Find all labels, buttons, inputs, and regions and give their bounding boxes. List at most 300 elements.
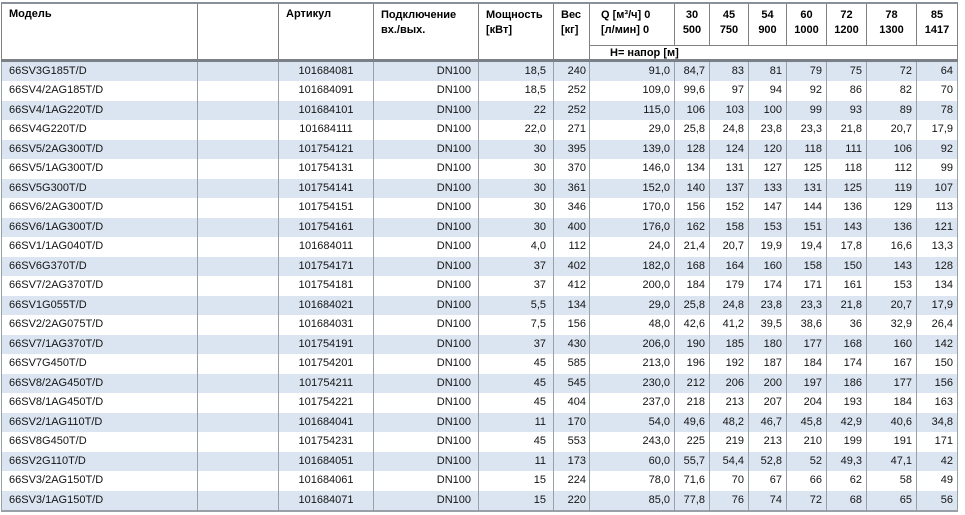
power-cell: 30 (479, 218, 554, 238)
head-value-cell: 207 (749, 393, 787, 413)
head-value-cell: 197 (787, 374, 827, 394)
head-value-cell: 112 (867, 159, 917, 179)
spacer-cell (198, 60, 279, 81)
head-value-cell: 171 (787, 276, 827, 296)
article-cell: 101684101 (279, 101, 374, 121)
flow-col-header-4: 60 1000 (787, 3, 827, 45)
table-row (2, 276, 958, 296)
head-value-cell: 180 (749, 335, 787, 355)
head-value-cell: 199 (827, 432, 867, 452)
spacer-cell (198, 218, 279, 238)
head-value-cell: 74 (749, 491, 787, 512)
spacer-cell (198, 159, 279, 179)
table-row (2, 354, 958, 374)
spacer-cell (198, 491, 279, 512)
power-cell: 30 (479, 140, 554, 160)
head-value-cell: 62 (827, 471, 867, 491)
head-value-cell: 82 (867, 81, 917, 101)
head-value-cell: 79 (787, 60, 827, 81)
head-value-cell: 25,8 (675, 296, 710, 316)
q0-cell: 139,0 (590, 140, 675, 160)
head-value-cell: 49 (917, 471, 958, 491)
weight-cell: 400 (554, 218, 590, 238)
head-value-cell: 20,7 (867, 296, 917, 316)
head-value-cell: 163 (917, 393, 958, 413)
q0-cell: 85,0 (590, 491, 675, 512)
head-value-cell: 125 (827, 179, 867, 199)
head-value-cell: 99,6 (675, 81, 710, 101)
model-cell: 66SV3/2AG150T/D (2, 471, 198, 491)
table-row (2, 471, 958, 491)
connection-cell: DN100 (374, 393, 479, 413)
power-cell: 11 (479, 452, 554, 472)
head-value-cell: 38,6 (787, 315, 827, 335)
head-value-cell: 75 (827, 60, 867, 81)
head-value-cell: 103 (710, 101, 749, 121)
article-cell: 101754221 (279, 393, 374, 413)
head-value-cell: 204 (787, 393, 827, 413)
head-value-cell: 129 (867, 198, 917, 218)
article-header: Артикул (279, 3, 374, 60)
power-header-line2: [кВт] (486, 24, 513, 36)
head-value-cell: 58 (867, 471, 917, 491)
head-value-cell: 52,8 (749, 452, 787, 472)
spacer-cell (198, 452, 279, 472)
head-value-cell: 42,9 (827, 413, 867, 433)
flow-col-header-1: 30 500 (675, 3, 710, 45)
connection-header (374, 3, 479, 60)
connection-cell: DN100 (374, 413, 479, 433)
connection-cell: DN100 (374, 218, 479, 238)
head-value-cell: 68 (827, 491, 867, 512)
table-row (2, 315, 958, 335)
head-value-cell: 174 (827, 354, 867, 374)
power-header (479, 3, 554, 60)
head-value-cell: 124 (710, 140, 749, 160)
head-value-cell: 78 (917, 101, 958, 121)
head-value-cell: 158 (710, 218, 749, 238)
head-value-cell: 177 (867, 374, 917, 394)
spacer-cell (198, 140, 279, 160)
flow-q-header (590, 3, 675, 45)
weight-cell: 271 (554, 120, 590, 140)
head-value-cell: 19,9 (749, 237, 787, 257)
table-body (2, 60, 958, 511)
table-row (2, 198, 958, 218)
spacer-cell (198, 471, 279, 491)
weight-cell: 252 (554, 81, 590, 101)
head-value-cell: 177 (787, 335, 827, 355)
head-value-cell: 127 (749, 159, 787, 179)
head-value-cell: 41,2 (710, 315, 749, 335)
connection-cell: DN100 (374, 179, 479, 199)
model-cell: 66SV8/1AG450T/D (2, 393, 198, 413)
connection-header-line1: Подключение (381, 9, 457, 21)
connection-cell: DN100 (374, 315, 479, 335)
connection-cell: DN100 (374, 60, 479, 81)
head-value-cell: 94 (749, 81, 787, 101)
head-value-cell: 72 (787, 491, 827, 512)
head-value-cell: 164 (710, 257, 749, 277)
article-cell: 101754201 (279, 354, 374, 374)
head-value-cell: 23,3 (787, 120, 827, 140)
article-cell: 101684031 (279, 315, 374, 335)
spacer-cell (198, 354, 279, 374)
weight-header (554, 3, 590, 60)
head-value-cell: 66 (787, 471, 827, 491)
power-cell: 11 (479, 413, 554, 433)
article-cell: 101754151 (279, 198, 374, 218)
q0-cell: 176,0 (590, 218, 675, 238)
power-cell: 45 (479, 374, 554, 394)
q0-cell: 182,0 (590, 257, 675, 277)
connection-cell: DN100 (374, 81, 479, 101)
head-span-header: Н= напор [м] (590, 45, 958, 60)
table-row (2, 81, 958, 101)
head-value-cell: 131 (787, 179, 827, 199)
article-cell: 101754161 (279, 218, 374, 238)
head-value-cell: 21,4 (675, 237, 710, 257)
head-value-cell: 39,5 (749, 315, 787, 335)
model-header: Модель (2, 3, 198, 60)
head-value-cell: 99 (787, 101, 827, 121)
weight-cell: 134 (554, 296, 590, 316)
power-cell: 5,5 (479, 296, 554, 316)
head-value-cell: 152 (710, 198, 749, 218)
q0-cell: 60,0 (590, 452, 675, 472)
header-row-main (2, 3, 958, 45)
connection-cell: DN100 (374, 471, 479, 491)
table-row (2, 101, 958, 121)
weight-cell: 173 (554, 452, 590, 472)
head-value-cell: 84,7 (675, 60, 710, 81)
article-cell: 101754141 (279, 179, 374, 199)
q0-cell: 237,0 (590, 393, 675, 413)
connection-cell: DN100 (374, 159, 479, 179)
head-value-cell: 128 (917, 257, 958, 277)
q0-cell: 109,0 (590, 81, 675, 101)
flow-col-header-3: 54 900 (749, 3, 787, 45)
table-row (2, 432, 958, 452)
article-cell: 101754121 (279, 140, 374, 160)
power-cell: 18,5 (479, 81, 554, 101)
power-cell: 22 (479, 101, 554, 121)
q0-cell: 243,0 (590, 432, 675, 452)
table-row (2, 218, 958, 238)
head-value-cell: 200 (749, 374, 787, 394)
model-cell: 66SV2/1AG110T/D (2, 413, 198, 433)
head-value-cell: 131 (710, 159, 749, 179)
head-value-cell: 23,8 (749, 120, 787, 140)
spacer-cell (198, 81, 279, 101)
head-value-cell: 190 (675, 335, 710, 355)
head-value-cell: 184 (787, 354, 827, 374)
head-value-cell: 184 (867, 393, 917, 413)
table-row (2, 120, 958, 140)
q0-cell: 91,0 (590, 60, 675, 81)
connection-cell: DN100 (374, 335, 479, 355)
head-value-cell: 111 (827, 140, 867, 160)
head-value-cell: 72 (867, 60, 917, 81)
head-value-cell: 158 (787, 257, 827, 277)
q0-cell: 152,0 (590, 179, 675, 199)
head-value-cell: 179 (710, 276, 749, 296)
weight-cell: 585 (554, 354, 590, 374)
power-cell: 45 (479, 354, 554, 374)
table-row (2, 393, 958, 413)
model-cell: 66SV3G185T/D (2, 60, 198, 81)
head-value-cell: 107 (917, 179, 958, 199)
spacer-cell (198, 296, 279, 316)
q0-cell: 78,0 (590, 471, 675, 491)
power-header-line1: Мощность (486, 9, 543, 21)
head-value-cell: 113 (917, 198, 958, 218)
spacer-cell (198, 315, 279, 335)
head-value-cell: 192 (710, 354, 749, 374)
head-value-cell: 49,3 (827, 452, 867, 472)
weight-cell: 545 (554, 374, 590, 394)
table-row (2, 257, 958, 277)
spacer-cell (198, 179, 279, 199)
connection-header-line2: вх./вых. (381, 24, 426, 36)
connection-cell: DN100 (374, 198, 479, 218)
model-cell: 66SV7G450T/D (2, 354, 198, 374)
power-cell: 37 (479, 335, 554, 355)
weight-cell: 252 (554, 101, 590, 121)
table-row (2, 413, 958, 433)
head-value-cell: 13,3 (917, 237, 958, 257)
spacer-cell (198, 198, 279, 218)
head-value-cell: 20,7 (710, 237, 749, 257)
model-cell: 66SV8G450T/D (2, 432, 198, 452)
model-cell: 66SV4/2AG185T/D (2, 81, 198, 101)
head-value-cell: 150 (827, 257, 867, 277)
head-value-cell: 70 (710, 471, 749, 491)
power-cell: 45 (479, 432, 554, 452)
power-cell: 45 (479, 393, 554, 413)
head-value-cell: 83 (710, 60, 749, 81)
head-value-cell: 56 (917, 491, 958, 512)
model-cell: 66SV2G110T/D (2, 452, 198, 472)
q0-cell: 200,0 (590, 276, 675, 296)
head-value-cell: 106 (675, 101, 710, 121)
weight-cell: 361 (554, 179, 590, 199)
article-cell: 101754231 (279, 432, 374, 452)
model-cell: 66SV8/2AG450T/D (2, 374, 198, 394)
article-cell: 101754211 (279, 374, 374, 394)
model-cell: 66SV1G055T/D (2, 296, 198, 316)
head-value-cell: 65 (867, 491, 917, 512)
head-value-cell: 21,8 (827, 120, 867, 140)
head-value-cell: 48,2 (710, 413, 749, 433)
head-value-cell: 120 (749, 140, 787, 160)
model-cell: 66SV3/1AG150T/D (2, 491, 198, 512)
article-cell: 101684021 (279, 296, 374, 316)
weight-cell: 346 (554, 198, 590, 218)
table-row (2, 159, 958, 179)
head-value-cell: 168 (675, 257, 710, 277)
connection-cell: DN100 (374, 237, 479, 257)
head-value-cell: 210 (787, 432, 827, 452)
table-row (2, 491, 958, 512)
head-value-cell: 118 (827, 159, 867, 179)
connection-cell: DN100 (374, 257, 479, 277)
head-value-cell: 162 (675, 218, 710, 238)
head-value-cell: 92 (917, 140, 958, 160)
head-value-cell: 212 (675, 374, 710, 394)
weight-cell: 170 (554, 413, 590, 433)
q0-cell: 54,0 (590, 413, 675, 433)
table-row (2, 335, 958, 355)
head-value-cell: 45,8 (787, 413, 827, 433)
head-value-cell: 218 (675, 393, 710, 413)
power-cell: 15 (479, 471, 554, 491)
head-value-cell: 225 (675, 432, 710, 452)
head-value-cell: 134 (675, 159, 710, 179)
power-cell: 22,0 (479, 120, 554, 140)
q0-cell: 24,0 (590, 237, 675, 257)
head-value-cell: 213 (749, 432, 787, 452)
head-value-cell: 151 (787, 218, 827, 238)
q0-cell: 213,0 (590, 354, 675, 374)
head-value-cell: 26,4 (917, 315, 958, 335)
connection-cell: DN100 (374, 491, 479, 512)
head-value-cell: 121 (917, 218, 958, 238)
connection-cell: DN100 (374, 432, 479, 452)
head-value-cell: 71,6 (675, 471, 710, 491)
power-cell: 7,5 (479, 315, 554, 335)
head-value-cell: 17,9 (917, 120, 958, 140)
head-value-cell: 19,4 (787, 237, 827, 257)
article-cell: 101754171 (279, 257, 374, 277)
head-value-cell: 128 (675, 140, 710, 160)
weight-cell: 240 (554, 60, 590, 81)
weight-cell: 220 (554, 491, 590, 512)
head-value-cell: 16,6 (867, 237, 917, 257)
article-cell: 101684071 (279, 491, 374, 512)
head-value-cell: 106 (867, 140, 917, 160)
head-value-cell: 23,3 (787, 296, 827, 316)
head-value-cell: 185 (710, 335, 749, 355)
head-value-cell: 76 (710, 491, 749, 512)
spacer-cell (198, 237, 279, 257)
head-value-cell: 34,8 (917, 413, 958, 433)
head-value-cell: 25,8 (675, 120, 710, 140)
flow-col-header-5: 72 1200 (827, 3, 867, 45)
table-row (2, 60, 958, 81)
spacer-cell (198, 101, 279, 121)
spacer-cell (198, 276, 279, 296)
head-value-cell: 46,7 (749, 413, 787, 433)
head-value-cell: 186 (827, 374, 867, 394)
head-value-cell: 17,9 (917, 296, 958, 316)
model-cell: 66SV4/1AG220T/D (2, 101, 198, 121)
head-value-cell: 156 (917, 374, 958, 394)
model-cell: 66SV7/1AG370T/D (2, 335, 198, 355)
power-cell: 4,0 (479, 237, 554, 257)
table-row (2, 452, 958, 472)
head-value-cell: 47,1 (867, 452, 917, 472)
head-value-cell: 191 (867, 432, 917, 452)
head-value-cell: 171 (917, 432, 958, 452)
head-value-cell: 93 (827, 101, 867, 121)
head-value-cell: 137 (710, 179, 749, 199)
spacer-cell (198, 374, 279, 394)
power-cell: 30 (479, 198, 554, 218)
head-value-cell: 160 (867, 335, 917, 355)
head-value-cell: 17,8 (827, 237, 867, 257)
head-value-cell: 20,7 (867, 120, 917, 140)
head-value-cell: 70 (917, 81, 958, 101)
model-cell: 66SV6/2AG300T/D (2, 198, 198, 218)
model-cell: 66SV5G300T/D (2, 179, 198, 199)
head-value-cell: 167 (867, 354, 917, 374)
head-value-cell: 118 (787, 140, 827, 160)
weight-cell: 112 (554, 237, 590, 257)
flow-q-header-line2: [л/мин] 0 (601, 24, 650, 36)
head-value-cell: 161 (827, 276, 867, 296)
head-value-cell: 55,7 (675, 452, 710, 472)
connection-cell: DN100 (374, 101, 479, 121)
article-cell: 101754131 (279, 159, 374, 179)
model-cell: 66SV6/1AG300T/D (2, 218, 198, 238)
head-value-cell: 77,8 (675, 491, 710, 512)
head-value-cell: 140 (675, 179, 710, 199)
flow-col-header-7: 85 1417 (917, 3, 958, 45)
model-cell: 66SV6G370T/D (2, 257, 198, 277)
weight-header-line1: Вес (561, 9, 582, 21)
model-cell: 66SV2/2AG075T/D (2, 315, 198, 335)
head-value-cell: 136 (827, 198, 867, 218)
power-cell: 37 (479, 257, 554, 277)
connection-cell: DN100 (374, 120, 479, 140)
head-value-cell: 81 (749, 60, 787, 81)
head-value-cell: 134 (917, 276, 958, 296)
head-value-cell: 219 (710, 432, 749, 452)
power-cell: 30 (479, 159, 554, 179)
weight-cell: 553 (554, 432, 590, 452)
weight-cell: 404 (554, 393, 590, 413)
q0-cell: 48,0 (590, 315, 675, 335)
flow-col-header-2: 45 750 (710, 3, 749, 45)
model-spacer-header (198, 3, 279, 60)
weight-cell: 370 (554, 159, 590, 179)
article-cell: 101754181 (279, 276, 374, 296)
head-value-cell: 67 (749, 471, 787, 491)
head-value-cell: 143 (867, 257, 917, 277)
head-value-cell: 144 (787, 198, 827, 218)
table-row (2, 374, 958, 394)
head-value-cell: 49,6 (675, 413, 710, 433)
q0-cell: 29,0 (590, 296, 675, 316)
article-cell: 101684061 (279, 471, 374, 491)
connection-cell: DN100 (374, 354, 479, 374)
head-value-cell: 187 (749, 354, 787, 374)
head-value-cell: 168 (827, 335, 867, 355)
head-value-cell: 193 (827, 393, 867, 413)
spacer-cell (198, 120, 279, 140)
table-row (2, 140, 958, 160)
article-cell: 101754191 (279, 335, 374, 355)
q0-cell: 206,0 (590, 335, 675, 355)
article-cell: 101684041 (279, 413, 374, 433)
article-cell: 101684011 (279, 237, 374, 257)
head-value-cell: 36 (827, 315, 867, 335)
head-value-cell: 89 (867, 101, 917, 121)
model-cell: 66SV5/2AG300T/D (2, 140, 198, 160)
weight-cell: 395 (554, 140, 590, 160)
connection-cell: DN100 (374, 296, 479, 316)
